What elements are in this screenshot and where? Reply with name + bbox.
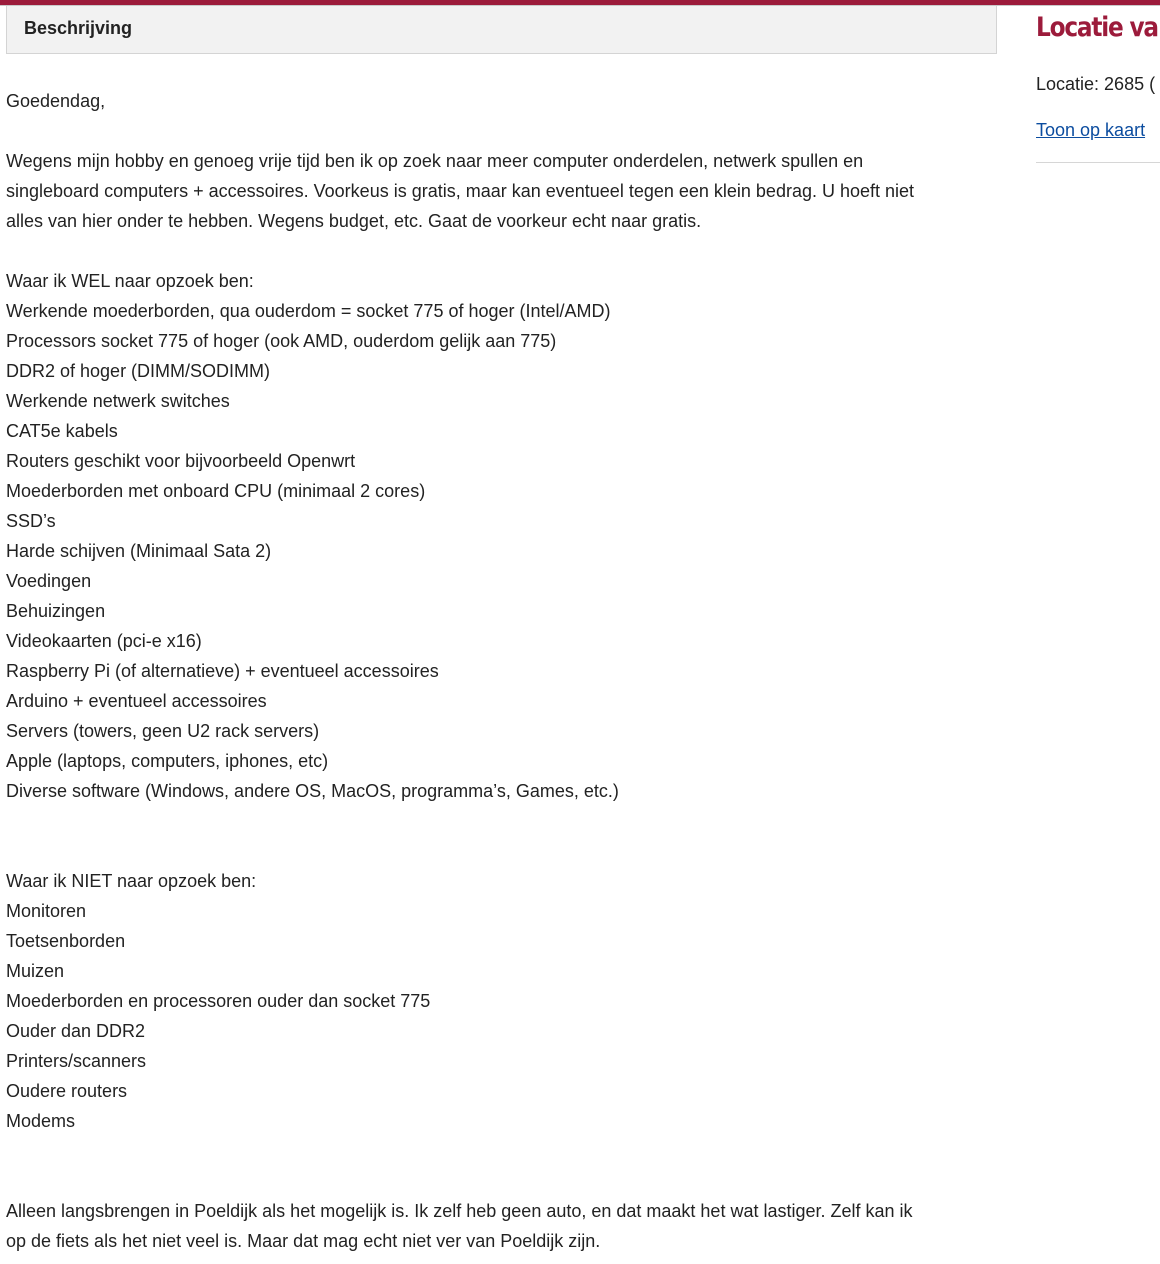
wanted-item: Moederborden met onboard CPU (minimaal 2 cores) — [6, 481, 426, 501]
intro-line: alles van hier onder te hebben. Wegens budget, etc. Gaat de voorkeur echt naar gratis. — [6, 211, 702, 231]
wanted-item: SSD’s — [6, 511, 56, 531]
wanted-list — [6, 296, 991, 806]
intro-line: Wegens mijn hobby en genoeg vrije tijd ben ik op zoek naar meer computer onderdelen, netwerk spullen en — [6, 151, 864, 171]
spacer — [6, 1136, 991, 1196]
wanted-item: Voedingen — [6, 571, 92, 591]
wanted-item: Raspberry Pi (of alternatieve) + eventueel accessoires — [6, 661, 439, 681]
unwanted-heading: Waar ik NIET naar opzoek ben: — [6, 871, 257, 891]
greeting-text: Goedendag, — [6, 91, 106, 111]
description-header — [6, 6, 997, 54]
wanted-item: Processors socket 775 of hoger (ook AMD, ouderdom gelijk aan 775) — [6, 331, 557, 351]
unwanted-list — [6, 896, 991, 1136]
show-on-map-link[interactable]: Toon op kaart — [1036, 120, 1146, 140]
spacer — [6, 116, 991, 146]
unwanted-item: Muizen — [6, 961, 65, 981]
wanted-item: DDR2 of hoger (DIMM/SODIMM) — [6, 361, 271, 381]
intro-line: singleboard computers + accessoires. Voorkeus is gratis, maar kan eventueel tegen een klein bedrag. U hoeft niet — [6, 181, 915, 201]
location-title: Locatie va — [1036, 12, 1158, 43]
unwanted-item: Monitoren — [6, 901, 87, 921]
wanted-item: CAT5e kabels — [6, 421, 118, 441]
wanted-item: Werkende moederborden, qua ouderdom = socket 775 of hoger (Intel/AMD) — [6, 301, 611, 321]
unwanted-item: Toetsenborden — [6, 931, 126, 951]
spacer — [6, 236, 991, 266]
wanted-item: Videokaarten (pci-e x16) — [6, 631, 202, 651]
wanted-item: Behuizingen — [6, 601, 106, 621]
location-text: Locatie: 2685 ( — [1036, 74, 1156, 94]
wanted-item: Apple (laptops, computers, iphones, etc) — [6, 751, 329, 771]
sidebar-divider — [1036, 162, 1160, 163]
unwanted-item: Ouder dan DDR2 — [6, 1021, 146, 1041]
wanted-heading: Waar ik WEL naar opzoek ben: — [6, 271, 254, 291]
wanted-item: Werkende netwerk switches — [6, 391, 230, 411]
unwanted-item: Moederborden en processoren ouder dan socket 775 — [6, 991, 431, 1011]
spacer — [6, 806, 991, 866]
unwanted-item: Modems — [6, 1111, 76, 1131]
closing-line: Alleen langsbrengen in Poeldijk als het mogelijk is. Ik zelf heb geen auto, en dat maakt het wat lastiger. Zelf kan ik — [6, 1201, 913, 1221]
description-header-title: Beschrijving — [24, 18, 133, 38]
wanted-item: Routers geschikt voor bijvoorbeeld Openwrt — [6, 451, 356, 471]
wanted-item: Harde schijven (Minimaal Sata 2) — [6, 541, 272, 561]
unwanted-item: Printers/scanners — [6, 1051, 147, 1071]
description-body — [6, 86, 991, 1256]
wanted-item: Diverse software (Windows, andere OS, MacOS, programma’s, Games, etc.) — [6, 781, 619, 801]
wanted-item: Servers (towers, geen U2 rack servers) — [6, 721, 320, 741]
closing-line: op de fiets als het niet veel is. Maar dat mag echt niet ver van Poeldijk zijn. — [6, 1231, 601, 1251]
wanted-item: Arduino + eventueel accessoires — [6, 691, 267, 711]
unwanted-item: Oudere routers — [6, 1081, 128, 1101]
